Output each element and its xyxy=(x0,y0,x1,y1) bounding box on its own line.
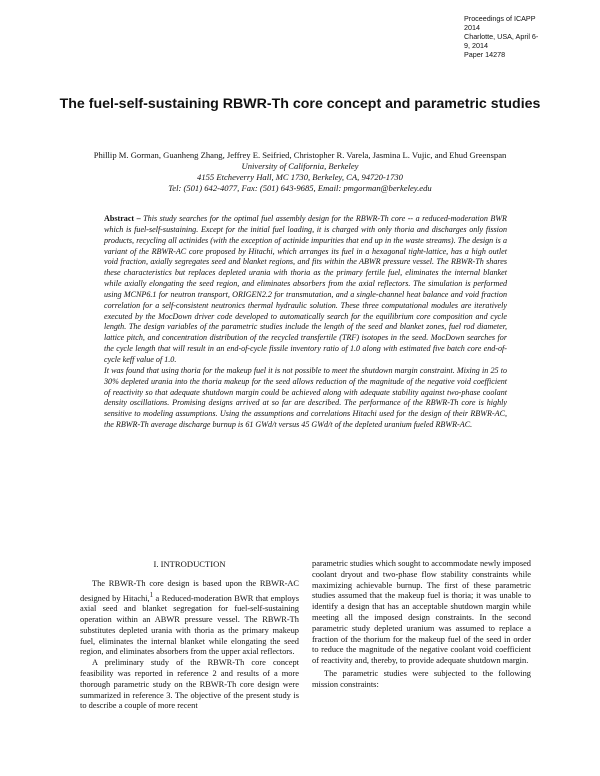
author-names: Phillip M. Gorman, Guanheng Zhang, Jeffrey E. Seifried, Christopher R. Varela, Jasmina L. Vujic, and Ehud Greenspan xyxy=(93,150,507,160)
conference-name: Proceedings of ICAPP 2014 xyxy=(464,14,536,32)
reference-marker: 1 xyxy=(149,590,154,599)
intro-paragraph-1 xyxy=(80,579,299,658)
contact-info: Tel: (501) 642-4077, Fax: (501) 643-9685, Email: pmgorman@berkeley.edu xyxy=(168,183,432,193)
right-column xyxy=(312,559,531,691)
intro-paragraph-2: A preliminary study of the RBWR-Th core concept feasibility was reported in reference 2 and results of a more thorough parametric study on the RBWR-Th core design were summarized in reference 3. The objective of the present study is to describe a couple of more recent xyxy=(80,658,299,711)
intro-text-1a: The RBWR-Th core design is based upon the RBWR-AC designed by Hitachi, xyxy=(80,578,299,603)
author-block xyxy=(40,150,560,194)
intro-paragraph-3: parametric studies which sought to accommodate newly imposed coolant dryout and two-phase flow stability constraints while maximizing achievable burnup. The first of these parametric studies assumed that the makeup fuel is thoria; it was unable to identify a design that has an acceptable shutdown margin while meeting all the imposed design constraints. In the second parametric study depleted uranium was assumed to replace a fraction of the thorium for the makeup fuel of the seed in order to reduce the magnitude of the negative coolant void coefficient of reactivity and, thereby, to provide adequate shutdown margin. xyxy=(312,559,531,666)
affiliation: University of California, Berkeley xyxy=(241,161,359,171)
section-heading: I. INTRODUCTION xyxy=(153,559,226,569)
intro-paragraph-4: The parametric studies were subjected to the following mission constraints: xyxy=(312,668,531,689)
abstract-text-1: This study searches for the optimal fuel assembly design for the RBWR-Th core -- a reduced-moderation BWR which is fuel-self-sustaining. Except for the initial fuel loading, it is charged with only thoria and discharges only fission products, recycling all actinides (with the exception of actinide impurities that end up in the waste streams). The design is a variant of the RBWR-AC core proposed by Hitachi, which arranges its fuel in a hexagonal tight-lattice, has a high outlet void fraction, axially segregates seed and blanket regions, and fits within the ABWR pressure vessel. The RBWR-Th shares these characteristics but replaces depleted urania with thoria as the primary fertile fuel, eliminates the internal blanket while axially elongating the seed region, and eliminates absorbers from the axial reflectors. The simulation is performed using MCNP6.1 for neutron transport, ORIGEN2.2 for transmutation, and a single-channel heat balance and void fraction correlation for a self-consistent neutronics thermal hydraulic solution. These three computational modules are iteratively executed by the MocDown driver code developed to automatically search for the equilibrium core composition and cycle length. The design variables of the parametric studies include the length of the seed and blanket zones, fuel rod diameter, lattice pitch, and concentration distribution of the recycled transfertile (TRF) isotopes in the seed. MocDown searches for the cycle length that will result in an end-of-cycle fissile inventory ratio of 1.0 along with estimated five batch core end-of-cycle keff value of 1.0. xyxy=(104,214,507,364)
paper-title: The fuel-self-sustaining RBWR-Th core concept and parametric studies xyxy=(59,96,541,112)
paper-number: Paper 14278 xyxy=(464,50,506,59)
abstract-dash: – xyxy=(134,214,144,223)
address: 4155 Etcheverry Hall, MC 1730, Berkeley, CA, 94720-1730 xyxy=(197,172,403,182)
conference-header xyxy=(344,14,544,59)
intro-text-1b: a Reduced-moderation BWR that employs axial seed and blanket segregation for fuel-self-sustaining operation within an ABWR pressure vessel. The RBWR-Th substitutes depleted urania with thoria as the primary makeup fuel, eliminates the internal blanket while elongating the seed region, and eliminates absorbers from the upper axial reflectors. xyxy=(80,593,300,657)
abstract-paragraph-1 xyxy=(104,214,507,366)
abstract xyxy=(104,214,507,431)
abstract-label: Abstract xyxy=(104,214,135,223)
abstract-paragraph-2: It was found that using thoria for the makeup fuel it is not possible to meet the shutdown margin constraint. Mixing in 25 to 30% depleted urania into the thoria makeup for the seed allows reduction of the magnitude of the negative void coefficient of reactivity so that adequate shutdown margin could be achieved along with adequate stability against two-phase coolant density oscillations. Promising designs arrived at so far are described. The performance of the RBWR-Th core is highly sensitive to modeling assumptions. Using the assumptions and correlations Hitachi used for the design of their RBWR-AC, the RBWR-Th average discharge burnup is 61 GWd/t versus 45 GWd/t of the depleted uranium fueled RBWR-AC. xyxy=(104,365,507,430)
conference-location: Charlotte, USA, April 6-9, 2014 xyxy=(464,32,539,50)
left-column xyxy=(80,559,299,712)
